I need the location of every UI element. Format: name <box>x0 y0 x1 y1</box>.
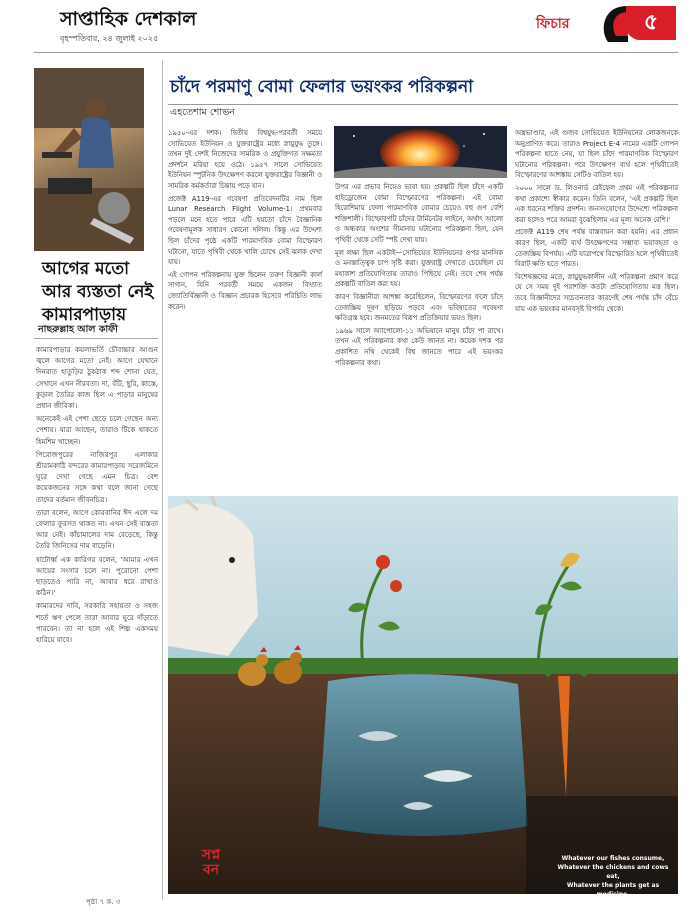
article-paragraph: ১৯৫০-এর দশক। দ্বিতীয় বিশ্বযুদ্ধ-পরবর্তী সময়ে সোভিয়েত ইউনিয়ন ও যুক্তরাষ্ট্রের মধ্যে স্নায়ুযুদ্ধ তুঙ্গে। তখন দুই দেশই নিজেদের সামরিক ও প্রযুক্তিগত সক্ষমতা প্রদর্শনে মরিয়া হয়ে ওঠে। ১৯৫৭ সালে সোভিয়েত ইউনিয়ন স্পুটনিক উৎক্ষেপণ করলে যুক্তরাষ্ট্রের বিজ্ঞানী ও সামরিক কর্মকর্তারা চিন্তায় পড়ে যান। <box>168 129 322 190</box>
caption-line: So matters the food you take for treat. <box>557 900 669 916</box>
blacksmith-photo <box>34 68 144 251</box>
continuation-note: পৃষ্ঠা ৭ ক. ৩ <box>86 898 121 906</box>
sidebar-paragraph: কামারদের দাবি, সরকারি সহায়তা ও সহজ শর্তে ঋণ পেলে তারা আবার ঘুরে দাঁড়াতে পারবেন। তা না হলে এই শিল্প একসময় হারিয়ে যাবে। <box>36 602 158 645</box>
article-paragraph: মূল লক্ষ্য ছিল একটাই—সোভিয়েত ইউনিয়নের ওপর মানসিক ও মনস্তাত্ত্বিক চাপ সৃষ্টি করা। যুক্তরাষ্ট্র দেখাতে চেয়েছিল যে মহাকাশ প্রতিযোগিতায় তারাও পিছিয়ে নেই। তবে শেষ পর্যন্ত প্রকল্পটি বাতিল করা হয়। <box>335 248 503 289</box>
advertiser-logo <box>197 848 225 878</box>
column-divider <box>162 60 163 900</box>
section-mark-icon <box>602 6 628 42</box>
headline-rule <box>168 104 678 105</box>
article-paragraph: কারণ বিজ্ঞানীরা আশঙ্কা করেছিলেন, বিস্ফোরণের ফলে চাঁদে তেজস্ক্রিয় দূষণ ছড়িয়ে পড়বে এবং ভবিষ্যতের গবেষণা ক্ষতিগ্রস্ত হবে। জনমতের বিরূপ প্রতিক্রিয়ার ভয়ও ছিল। <box>335 292 503 323</box>
caption-line: Whatever the chickens and cows eat, <box>557 864 669 880</box>
caption-line: Whatever the plants get as medicine, <box>566 882 660 898</box>
article-column-1 <box>168 128 322 314</box>
sidebar-paragraph: কামারপাড়ার কয়লাভর্তি চৌবাচ্চার আগুন জ্বলে আগের মতো নেই। আগে যেখানে দিনরাত হাতুড়ির ঠুকঠাক শব্দ শোনা যেত, সেখানে এখন নীরবতা। দা, বঁটি, ছুরি, কাস্তে, কুড়াল তৈরির কাজ ছিল এ পাড়ার মানুষের প্রধান জীবিকা। <box>36 346 158 411</box>
article-paragraph: বিশেষজ্ঞদের মতে, স্নায়ুযুদ্ধকালীন এই পরিকল্পনা প্রমাণ করে যে সে সময় দুই পরাশক্তি কতটা প্রতিযোগিতায় মত্ত ছিল। তবে বিজ্ঞানীদের সচেতনতার কারণেই শেষ পর্যন্ত চাঁদ বেঁচে যায় এক ভয়ংকর মানবসৃষ্ট বিপর্যয় থেকে। <box>515 272 678 313</box>
sidebar-paragraph: ষাটোর্ধ্ব এক কারিগর বলেন, 'আমার এখন আয়ের সংসার চলে না। পুরোনো পেশা ছাড়তেও পারি না, আবার ধরে রাখাও কঠিন।' <box>36 555 158 598</box>
advertisement-illustration <box>168 496 678 894</box>
article-paragraph: অস্ত্রভাণ্ডার, এই গুজব সোভিয়েত ইউনিয়নের লোকজনকে অনুপ্রাণিত করে। তারাও Project E-4 নামের একটি গোপন পরিকল্পনা হাতে নেয়, যা ছিল চাঁদে পারমাণবিক বিস্ফোরণ ঘটানোর পরিকল্পনা। পরে উৎক্ষেপণ ব্যর্থ হলে পৃথিবীতেই বিস্ফোরণের আশঙ্কায় সেটিও বাতিল হয়। <box>515 129 678 180</box>
sidebar-body <box>36 345 158 648</box>
header-rule <box>34 52 678 53</box>
advertiser-logo-line-2: বন <box>202 862 220 878</box>
advertisement-caption <box>553 854 673 917</box>
section-label: ফিচার <box>536 16 570 32</box>
dateline: বৃহস্পতিবার, ২৪ জুলাই ২০২৫ <box>60 34 159 43</box>
article-paragraph: প্রজেক্ট A119 শেষ পর্যন্ত বাস্তবায়ন করা হয়নি। এর প্রধান কারণ ছিল, একটি ব্যর্থ উৎক্ষেপণের সম্ভাব্য ভয়াবহতা ও তেজস্ক্রিয় বিপর্যয়। এটি যাত্রাপথে বিস্ফোরিত হলে পৃথিবীতেই বিরাট ক্ষতি হতে পারত। <box>515 228 678 269</box>
masthead: সাপ্তাহিক দেশকাল <box>60 8 197 30</box>
article-paragraph: ১৯৬৯ সালে অ্যাপোলো-১১ অভিযানে মানুষ চাঁদে পা রাখে। তখন এই পরিকল্পনার কথা কেউ জানত না। কয়েক দশক পর প্রকাশিত নথি থেকেই বিশ্ব জানতে পারে এই ভয়ংকর পরিকল্পনার কথা। <box>335 326 503 367</box>
sidebar-paragraph: অনেকেই এই পেশা ছেড়ে চলে গেছেন অন্য পেশায়। যারা আছেন, তারাও টিকে থাকতে হিমশিম খাচ্ছেন। <box>36 415 158 446</box>
sidebar-headline <box>42 258 162 327</box>
main-headline: চাঁদে পরমাণু বোমা ফেলার ভয়ংকর পরিকল্পনা <box>170 77 474 97</box>
article-paragraph: ২০০০ সালে ড. লিওনার্ড রেইফেল প্রথম এই পরিকল্পনার কথা প্রকাশ্যে স্বীকার করেন। তিনি বলেন, 'এই প্রকল্পটি ছিল এক ধরনের শক্তির প্রদর্শন। জনসংযোগের উদ্দেশ্যে পরিকল্পনা করা হলেও পরে আমরা বুঝেছিলাম এর মূল্য অনেক বেশি।' <box>515 183 678 224</box>
article-column-3 <box>515 128 678 316</box>
moon-explosion-image <box>334 126 507 178</box>
article-column-2 <box>335 182 503 370</box>
sidebar-rule <box>34 338 158 339</box>
sidebar-paragraph: পিরোজপুরের নাজিরপুর এলাকার শ্রীরামকাঠি বন্দরের কামারপাড়ায় সরেজমিনে ঘুরে দেখা গেছে এমন চিত্র। বেশ কয়েকজনের সঙ্গে কথা বলে জানা গেছে তাদের বর্তমান জীবনচিত্র। <box>36 450 158 504</box>
advertiser-logo-line-1: সপ্ন <box>201 847 221 863</box>
article-paragraph: এই গোপন পরিকল্পনায় যুক্ত ছিলেন তরুণ বিজ্ঞানী কার্ল সাগান, যিনি পরবর্তী সময়ে একজন বিখ্যাত জ্যোতির্বিজ্ঞানী ও বিজ্ঞান প্রচারক হিসেবে পরিচিতি লাভ করেন। <box>168 270 322 311</box>
sidebar-headline-line-3: কামারপাড়ায় <box>42 305 127 325</box>
caption-line: Whatever our fishes consume, <box>561 855 665 862</box>
sidebar-byline: নাছরুল্লাহ আল কাফী <box>38 324 118 335</box>
main-byline: এহতেশাম শোভন <box>170 107 235 118</box>
sidebar-headline-line-1: আগের মতো <box>42 259 130 279</box>
sidebar-paragraph: তারা বলেন, আগে কোরবানির ঈদ এলে দম ফেলার ফুরসত থাকত না। এখন সেই ব্যস্ততা আর নেই। কাঁচামালের দাম বেড়েছে, কিন্তু তৈরি জিনিসের দাম বাড়েনি। <box>36 508 158 551</box>
page-number: ৫ <box>626 6 676 40</box>
article-paragraph: উপর এর প্রভাব নিয়েও ভাবা হয়। প্রকল্পটি ছিল চাঁদে একটি হাইড্রোজেন বোমা বিস্ফোরণের পরিকল্পনা। এই বোমা হিরোশিমায় ফেলা পারমাণবিক বোমার চেয়েও বহু গুণ বেশি শক্তিশালী। বিস্ফোরণটি চাঁদের টার্মিনেটর লাইনে, অর্থাৎ আলো ও অন্ধকার অংশের সীমানায় ঘটানোর পরিকল্পনা ছিল, যেন পৃথিবী থেকে সেটি স্পষ্ট দেখা যায়। <box>335 183 503 244</box>
article-paragraph: প্রজেক্ট A119-এর গবেষণা প্রতিবেদনটির নাম ছিল Lunar Research Flight Volume-1। প্রথমবার পড়লে মনে হতে পারে এটি হয়তো চাঁদে বৈজ্ঞানিক গবেষণামূলক সাধারণ কোনো দলিল। কিন্তু এর উদ্দেশ্য ছিল চাঁদের পৃষ্ঠে একটি পারমাণবিক বোমা বিস্ফোরণ ঘটানো, যাতে পৃথিবী থেকে খালি চোখে সেই ঝলক দেখা যায়। <box>168 194 322 267</box>
sidebar-headline-line-2: আর ব্যস্ততা নেই <box>42 282 154 302</box>
